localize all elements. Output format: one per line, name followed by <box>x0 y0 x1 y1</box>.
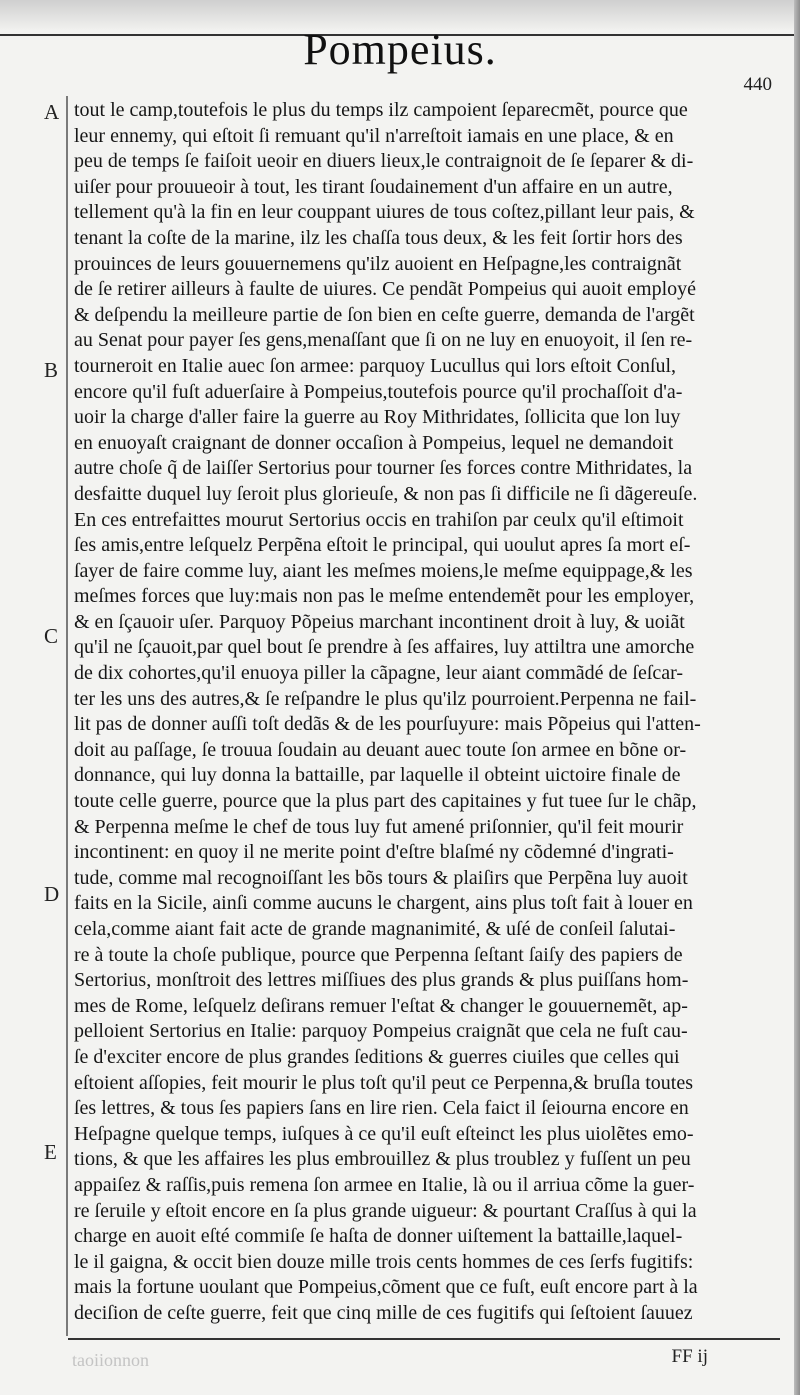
text-line: mes de Rome, leſquelz deſirans remuer l'eſtat & changer le gouuernemẽt, ap- <box>74 994 688 1017</box>
text-line: re ſeruile y eſtoit encore en ſa plus grande uigueur: & pourtant Craſſus à qui la <box>74 1199 697 1222</box>
margin-letter-d: D <box>44 882 60 906</box>
text-line: uoir la charge d'aller faire la guerre au Roy Mithridates, ſollicita que lon luy <box>74 406 681 429</box>
text-line: de ſe retirer ailleurs à faulte de uiures. Ce pendãt Pompeius qui auoit employé <box>74 278 697 301</box>
text-line: tellement qu'à la fin en leur couppant uiures de tous coſtez,pillant leur pais, & <box>74 201 695 224</box>
margin-letter-a: A <box>44 100 60 124</box>
body-text <box>74 98 770 1327</box>
margin-letter-e: E <box>44 1140 57 1164</box>
text-line: tourneroit en Italie auec ſon armee: parquoy Lucullus qui lors eſtoit Conſul, <box>74 354 677 377</box>
text-line: lit pas de donner auſſi toſt dedãs & de les pourſuyure: mais Põpeius qui l'atten- <box>74 713 701 736</box>
text-line: au Senat pour payer ſes gens,menaſſant que ſi on ne luy en enuoyoit, il ſen re- <box>74 329 693 352</box>
text-line: leur ennemy, qui eſtoit ſi remuant qu'il n'arreſtoit iamais en une place, & en <box>74 124 674 147</box>
page-spine-shadow <box>794 0 800 1395</box>
text-line: tions, & que les affaires les plus embrouillez & plus troublez y fuſſent un peu <box>74 1148 691 1171</box>
text-line: ſe d'exciter encore de plus grandes ſeditions & guerres ciuiles que celles qui <box>74 1045 680 1068</box>
text-line: de dix cohortes,qu'il enuoya piller la cãpagne, leur aiant commãdé de ſeſcar- <box>74 662 684 685</box>
text-line: ſayer de faire comme luy, aiant les meſmes moiens,le meſme equippage,& les <box>74 559 693 582</box>
text-line: uiſer pour prouueoir à tout, les tirant ſoudainement d'un affaire en un autre, <box>74 175 673 198</box>
text-line: meſmes forces que luy:mais non pas le meſme entendemẽt pour les employer, <box>74 585 695 608</box>
running-title: Pompeius. <box>303 25 497 74</box>
text-line: & en ſçauoir uſer. Parquoy Põpeius marchant incontinent droit à luy, & uoiãt <box>74 610 685 633</box>
text-line: faits en la Sicile, ainſi comme aucuns le chargent, ains plus toſt fait à louer en <box>74 892 693 915</box>
left-margin-rule <box>66 96 68 1336</box>
text-line: tenant la coſte de la marine, ilz les chaſſa tous deux, & les feit ſortir hors des <box>74 226 683 249</box>
text-line: Sertorius, monſtroit des lettres miſſiues des plus grands & plus puiſſans hom- <box>74 969 689 992</box>
text-line: re à toute la choſe publique, pource que Perpenna ſeſtant ſaiſy des papiers de <box>74 943 683 966</box>
text-line: peu de temps ſe faiſoit ueoir en diuers lieux,le contraignoit de ſe ſeparer & di- <box>74 150 694 173</box>
text-line: donnance, qui luy donna la battaille, par laquelle il obteint uictoire finale de <box>74 764 681 787</box>
text-line: ter les uns des autres,& ſe reſpandre le plus qu'ilz pourroient.Perpenna ne fail- <box>74 687 697 710</box>
text-line: toute celle guerre, pource que la plus part des capitaines y fut tuee ſur le chãp, <box>74 790 697 813</box>
text-line: Heſpagne quelque temps, iuſques à ce qu'il euſt eſteinct les plus uiolẽtes emo- <box>74 1122 694 1145</box>
margin-letter-c: C <box>44 624 59 648</box>
text-line: ſes lettres, & tous ſes papiers ſans en lire rien. Cela faict il ſeiourna encore en <box>74 1097 689 1120</box>
text-line: eſtoient aſſopies, feit mourir le plus toſt qu'il peut ce Perpenna,& bruſla toutes <box>74 1071 694 1094</box>
text-line: encore qu'il fuſt aduerſaire à Pompeius,toutefois pource qu'il prochaſſoit d'a- <box>74 380 683 403</box>
text-line: pelloient Sertorius en Italie: parquoy Pompeius craignãt que cela ne fuſt cau- <box>74 1020 688 1043</box>
text-line: ſes amis,entre leſquelz Perpẽna eſtoit le principal, qui uoulut apres ſa mort eſ- <box>74 534 691 557</box>
text-line: charge en auoit eſté commiſe ſe haſta de donner uiſtement la battaille,laquel- <box>74 1225 683 1248</box>
text-line: doit au paſſage, ſe trouua ſoudain au deuant auec toute ſon armee en bõne or- <box>74 738 687 761</box>
text-line: cela,comme aiant fait acte de grande magnanimité, & uſé de conſeil ſalutai- <box>74 918 676 940</box>
page-number: 440 <box>743 74 772 95</box>
margin-letter-b: B <box>44 358 59 382</box>
text-line: desfaitte duquel luy ſeroit plus glorieuſe, & non pas ſi difficile ne ſi dãgereuſe. <box>74 482 698 505</box>
text-line: deciſion de ceſte guerre, feit que cinq mille de ces fugitifs qui ſeſtoient ſauuez <box>74 1301 693 1324</box>
text-line: en enuoyaſt craignant de donner occaſion à Pompeius, lequel ne demandoit <box>74 431 674 454</box>
bleed-through-text: taoiionnon <box>72 1350 149 1370</box>
text-line: le il gaigna, & occit bien douze mille trois cents hommes de ces ſerfs fugitifs: <box>74 1250 694 1273</box>
text-line: autre choſe q̃ de laiſſer Sertorius pour tourner ſes forces contre Mithridates, la <box>74 457 693 480</box>
text-line: & deſpendu la meilleure partie de ſon bien en ceſte guerre, demanda de l'argẽt <box>74 303 695 326</box>
text-line: En ces entrefaittes mourut Sertorius occis en trahiſon par ceulx qu'il eſtimoit <box>74 508 684 531</box>
text-line: & Perpenna meſme le chef de tous luy fut amené priſonnier, qu'il feit mourir <box>74 815 684 838</box>
text-line: qu'il ne ſçauoit,par quel bout ſe prendre à ſes affaires, luy attiltra une amorche <box>74 636 695 659</box>
signature-mark: FF ij <box>671 1346 708 1367</box>
text-line: incontinent: en quoy il ne merite point d'eſtre blaſmé ny cõdemné d'ingrati- <box>74 841 674 864</box>
footer-rule <box>68 1338 780 1340</box>
text-line: tout le camp,toutefois le plus du temps ilz campoient ſeparecmẽt, pource que <box>74 99 688 121</box>
text-line: tude, comme mal recognoiſſant les bõs tours & plaiſirs que Perpẽna luy auoit <box>74 866 688 889</box>
text-line: mais la fortune uoulant que Pompeius,cõment que ce fuſt, euſt encore part à la <box>74 1276 698 1299</box>
text-line: appaiſez & raſſis,puis remena ſon armee en Italie, là ou il arriua cõme la guer- <box>74 1173 695 1196</box>
text-line: prouinces de leurs gouuernemens qu'ilz auoient en Heſpagne,les contraignãt <box>74 252 682 275</box>
